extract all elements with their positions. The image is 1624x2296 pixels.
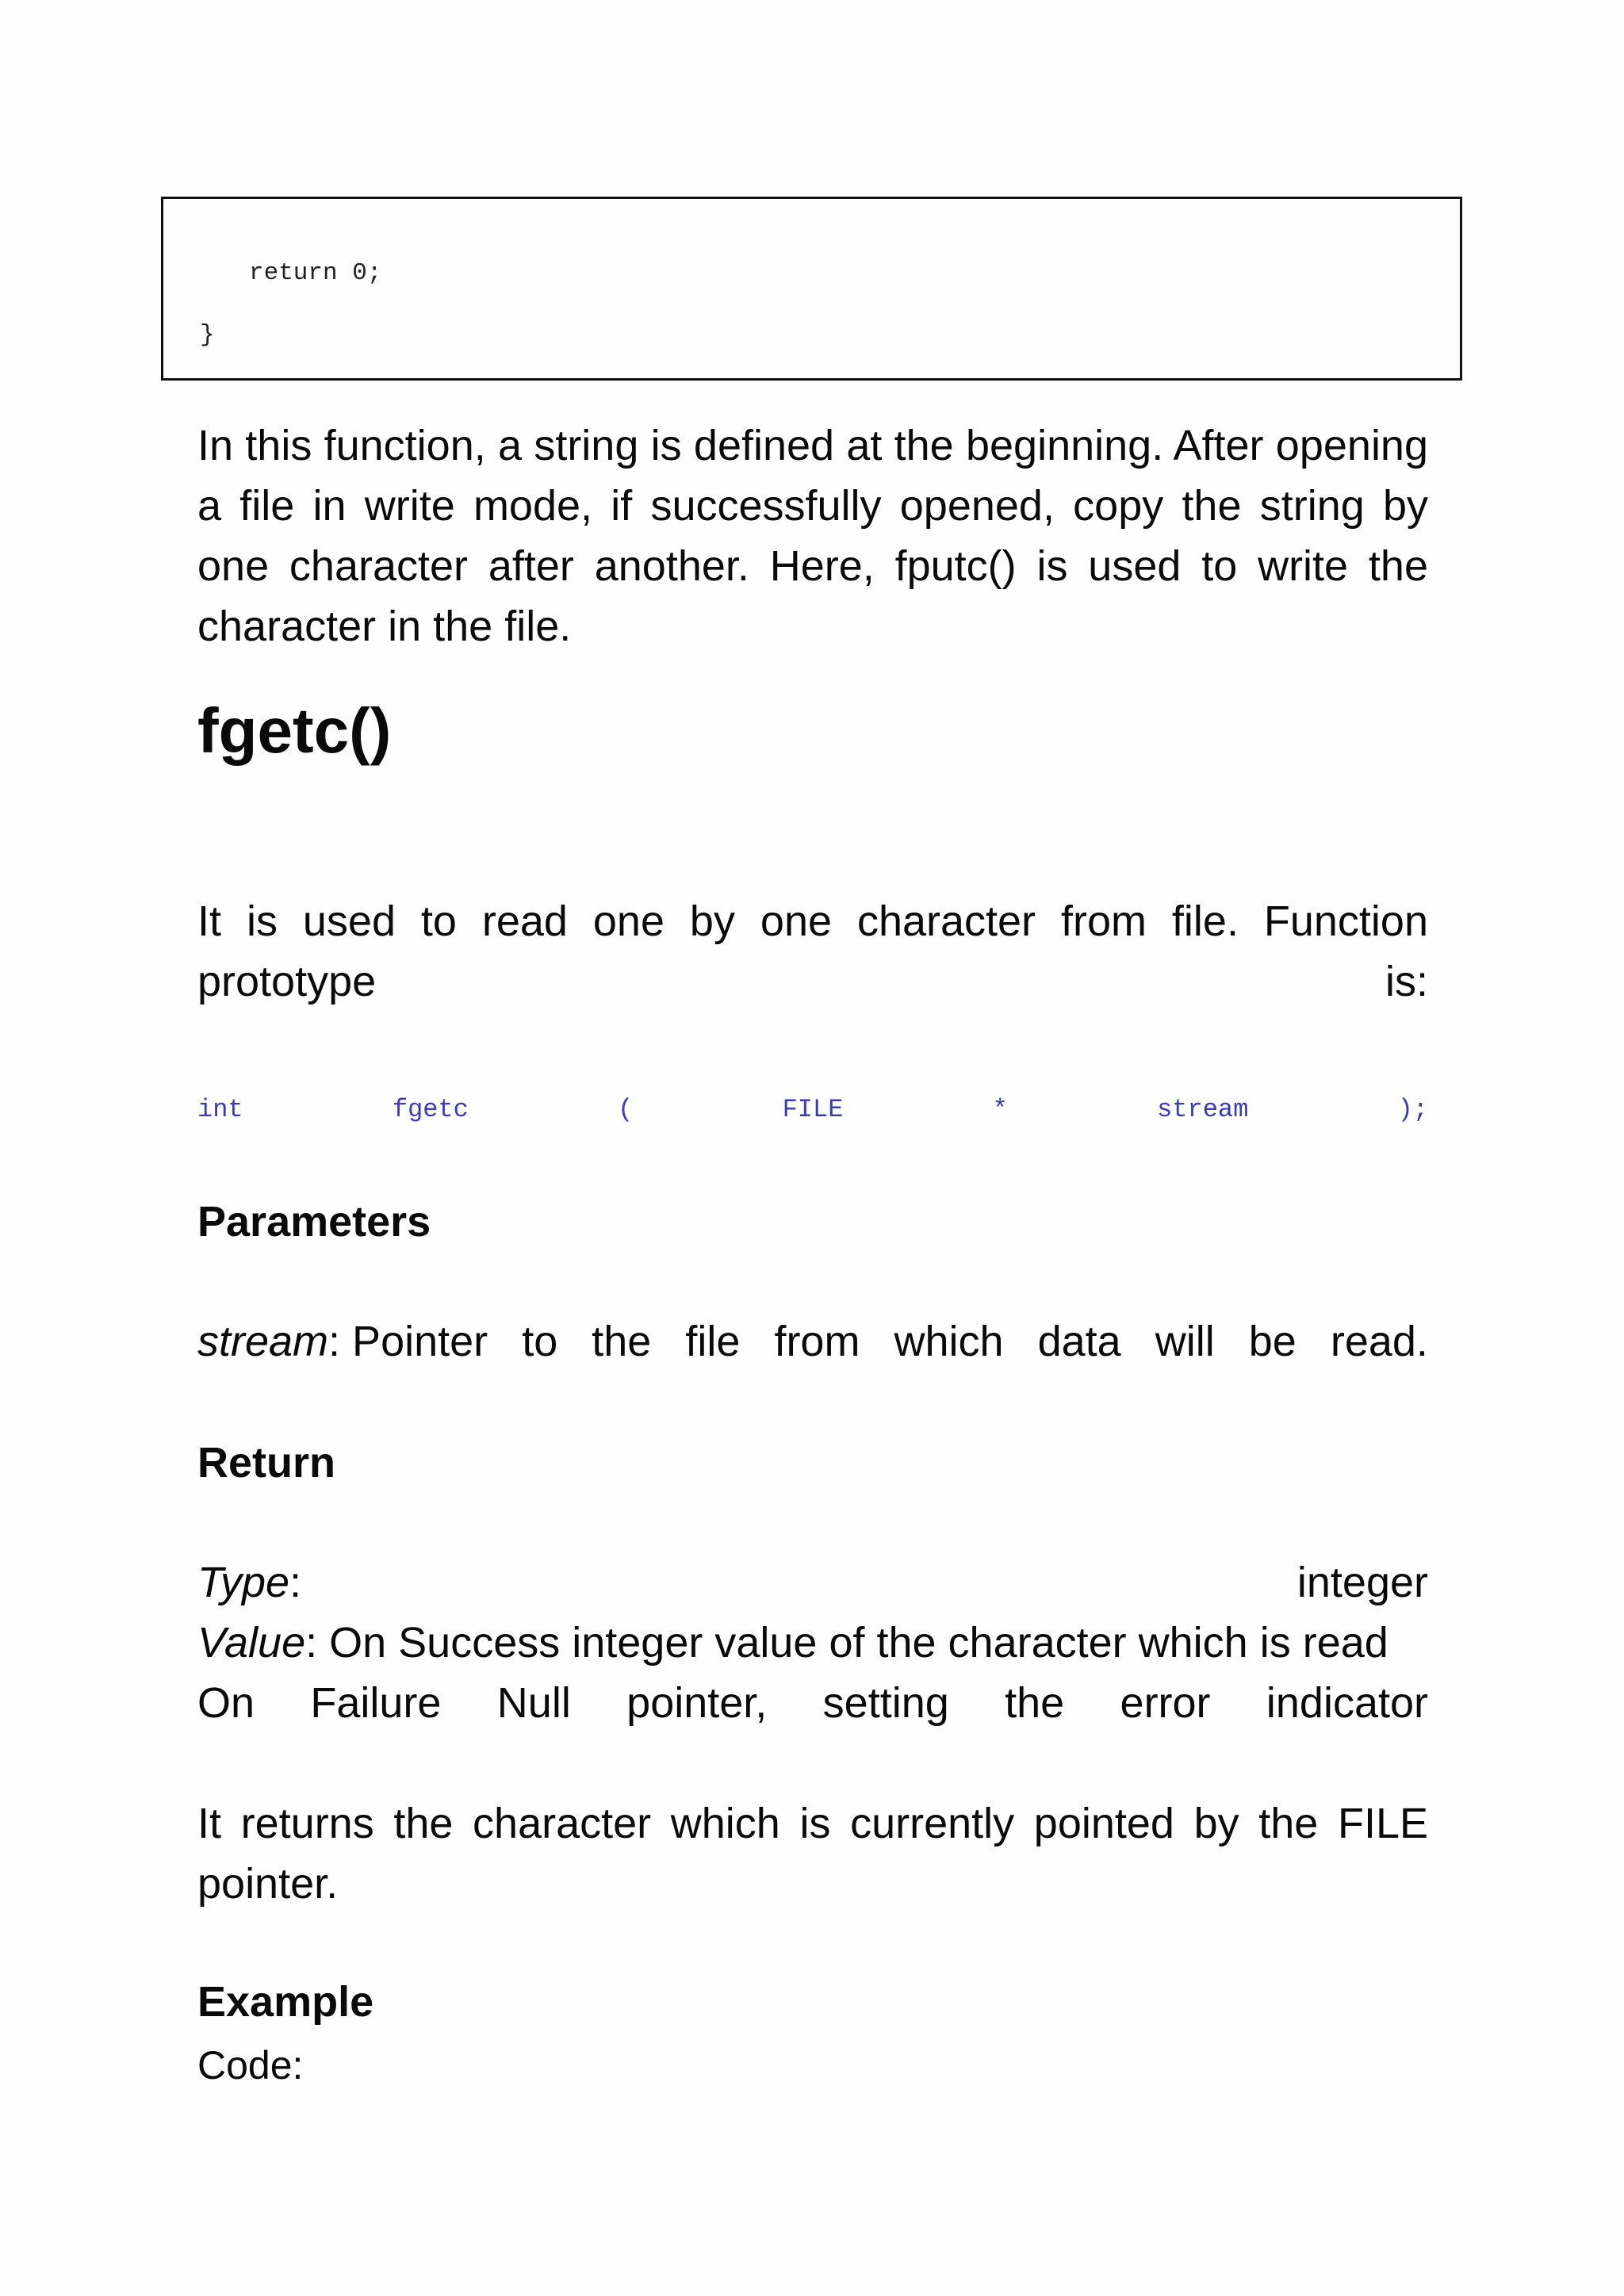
description-line-2-right: is:: [1385, 958, 1428, 1005]
code-line-closing-brace: }: [200, 321, 215, 349]
parameter-stream-row: stream: Pointer to the file from which data will be read.: [197, 1318, 1428, 1365]
return-type-label: Type: [197, 1559, 290, 1606]
return-value-text: : On Success integer value of the character which is read: [305, 1619, 1388, 1667]
parameters-heading: Parameters: [197, 1198, 431, 1246]
proto-token: stream: [1157, 1095, 1249, 1124]
return-type-value: integer: [1297, 1559, 1428, 1606]
proto-token: int: [197, 1095, 243, 1124]
proto-token: (: [618, 1095, 634, 1124]
return-value-label: Value: [197, 1619, 306, 1667]
code-block: [161, 197, 1462, 381]
return-type-row: Type: integer: [197, 1552, 1428, 1613]
description-paragraph: [197, 891, 1428, 1012]
section-heading: fgetc(): [197, 695, 392, 766]
return-heading: Return: [197, 1439, 335, 1487]
intro-paragraph: In this function, a string is defined at the beginning. After opening a file in write mode, if successfully opened, copy the string by one character after another. Here, fputc() is used to write the character in the file.: [197, 422, 1428, 650]
description-line-1: It is used to read one by one character from file. Function: [197, 897, 1428, 945]
code-label: Code:: [197, 2043, 304, 2087]
proto-token: fgetc: [392, 1095, 469, 1124]
function-prototype: [197, 1093, 1428, 1127]
proto-token: );: [1397, 1095, 1428, 1124]
parameter-name: stream: [197, 1318, 329, 1365]
example-heading: Example: [197, 1978, 374, 2026]
return-failure-row: On Failure Null pointer, setting the error indicator: [197, 1679, 1428, 1727]
description-line-2-left: prototype: [197, 958, 377, 1005]
proto-token: *: [992, 1095, 1008, 1124]
proto-token: FILE: [782, 1095, 844, 1124]
return-value-row: [197, 1613, 1428, 1673]
closing-paragraph: It returns the character which is currently pointed by the FILE pointer.: [197, 1800, 1428, 1908]
code-line-return: return 0;: [249, 259, 382, 287]
